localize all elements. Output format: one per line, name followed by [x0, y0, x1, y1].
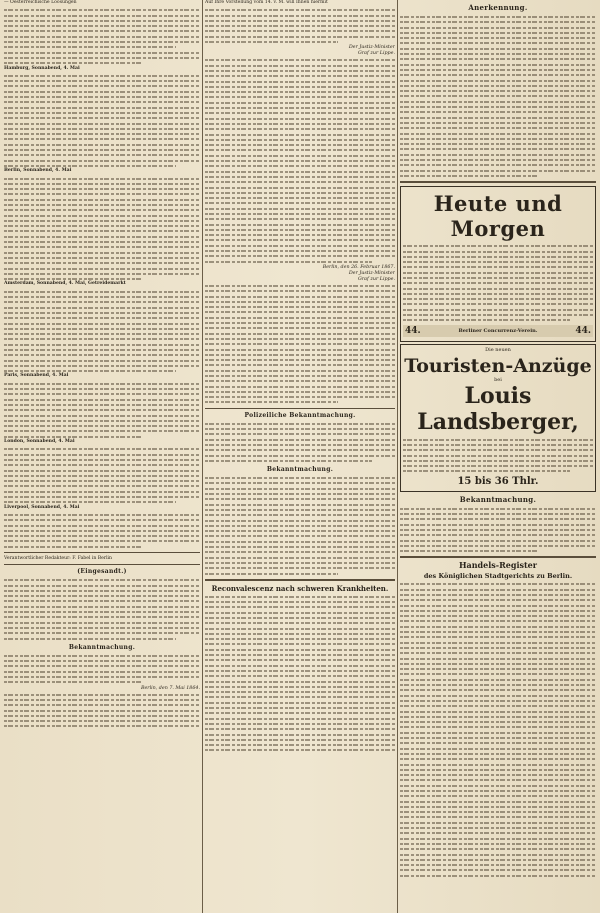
- bar-number-right: 44.: [575, 325, 591, 336]
- text-line: [400, 873, 596, 878]
- reconvalescenz-heading: Reconvalescenz nach schweren Krankheiten.: [211, 583, 389, 593]
- market-amsterdam-heading: Amsterdam, Sonnabend, 4. Mai, Getreidemarkt: [4, 281, 126, 287]
- eingesandt-heading: (Eingesandt.): [77, 568, 127, 576]
- ad-concurrenz-bar: [403, 325, 593, 337]
- text-line: [4, 636, 200, 641]
- column-rule: [397, 0, 398, 913]
- ad-price: 15 bis 36 Thlr.: [457, 475, 539, 487]
- text-line: [400, 548, 596, 553]
- handelsregister-heading: Handels-Register: [459, 560, 537, 571]
- ad-touristen-anzuege: [400, 344, 596, 492]
- text-line: [403, 317, 593, 322]
- ad-heute-headline: Heute und Morgen: [433, 191, 563, 242]
- column-market-reports: [4, 0, 200, 913]
- column-rule: [202, 0, 203, 913]
- text-line: [205, 458, 395, 463]
- text-line: [205, 747, 395, 752]
- ad-louis-landsberger: Louis Landsberger,: [417, 382, 579, 435]
- column-official-notices: [205, 0, 395, 913]
- bekanntmachung-heading: Bekanntmachung.: [68, 643, 136, 651]
- market-paris-heading: Paris, Sonnabend, 4. Mai: [4, 373, 69, 379]
- ad-heute-und-morgen: [400, 186, 596, 341]
- text-line: [4, 163, 200, 168]
- polizei-heading: Polizeiliche Bekanntmachung.: [244, 411, 356, 419]
- ad-touristen-headline: Touristen-Anzüge: [404, 354, 592, 377]
- text-line: [4, 499, 200, 504]
- signature: Der Justiz-Minister: [348, 270, 395, 276]
- text-line: [4, 60, 200, 65]
- text-line: [205, 399, 395, 404]
- signature-date: Berlin, den 26. Februar 1867.: [322, 264, 395, 270]
- market-berlin-heading: Berlin, Sonnabend, 4. Mai: [4, 168, 72, 174]
- handelsregister-subheading: des Königlichen Stadtgerichts zu Berlin.: [423, 572, 573, 581]
- ad-bei: bei: [494, 376, 502, 383]
- market-text: — Oesterreichische Loosungen: [4, 0, 77, 5]
- column-advertisements: [400, 0, 596, 913]
- text-line: [4, 276, 200, 281]
- market-london-heading: London, Sonnabend, 4. Mai: [4, 439, 75, 445]
- signature: Der Justiz-Minister: [348, 45, 395, 51]
- bekanntmachung-heading: Bekanntmachung.: [266, 466, 334, 474]
- text-line: [403, 468, 593, 473]
- text-line: [205, 571, 395, 576]
- redakteur-line: Verantwortlicher Redakteur: F. Fabel in Berlin: [4, 555, 112, 561]
- text-line: [4, 368, 200, 373]
- signature-date: Berlin, den 7. Mai 1864.: [140, 685, 200, 691]
- signature: Graf zur Lippe.: [358, 276, 395, 282]
- text-line: [4, 723, 200, 728]
- market-hamburg-heading: Hamburg, Sonnabend, 4. Mai: [4, 65, 80, 71]
- notice-text: Auf Ihre Vorstellung vom 14. v. M. will Ihnen hiermit: [205, 0, 328, 5]
- text-line: [205, 39, 395, 44]
- bekanntmachung-heading: Bekanntmachung.: [459, 494, 537, 504]
- ad-die-neuen: Die neuen: [485, 346, 511, 353]
- text-line: [4, 434, 200, 439]
- bar-number-left: 44.: [405, 325, 421, 336]
- anerkennung-heading: Anerkennung.: [468, 3, 528, 12]
- text-line: [4, 679, 200, 684]
- text-line: [4, 544, 200, 549]
- bar-label: Berliner Concurrenz-Verein.: [458, 327, 538, 334]
- signature: Graf zur Lippe.: [358, 51, 395, 57]
- text-line: [205, 259, 395, 264]
- market-liverpool-heading: Liverpool, Sonnabend, 4. Mai: [4, 504, 80, 510]
- text-line: [400, 173, 596, 178]
